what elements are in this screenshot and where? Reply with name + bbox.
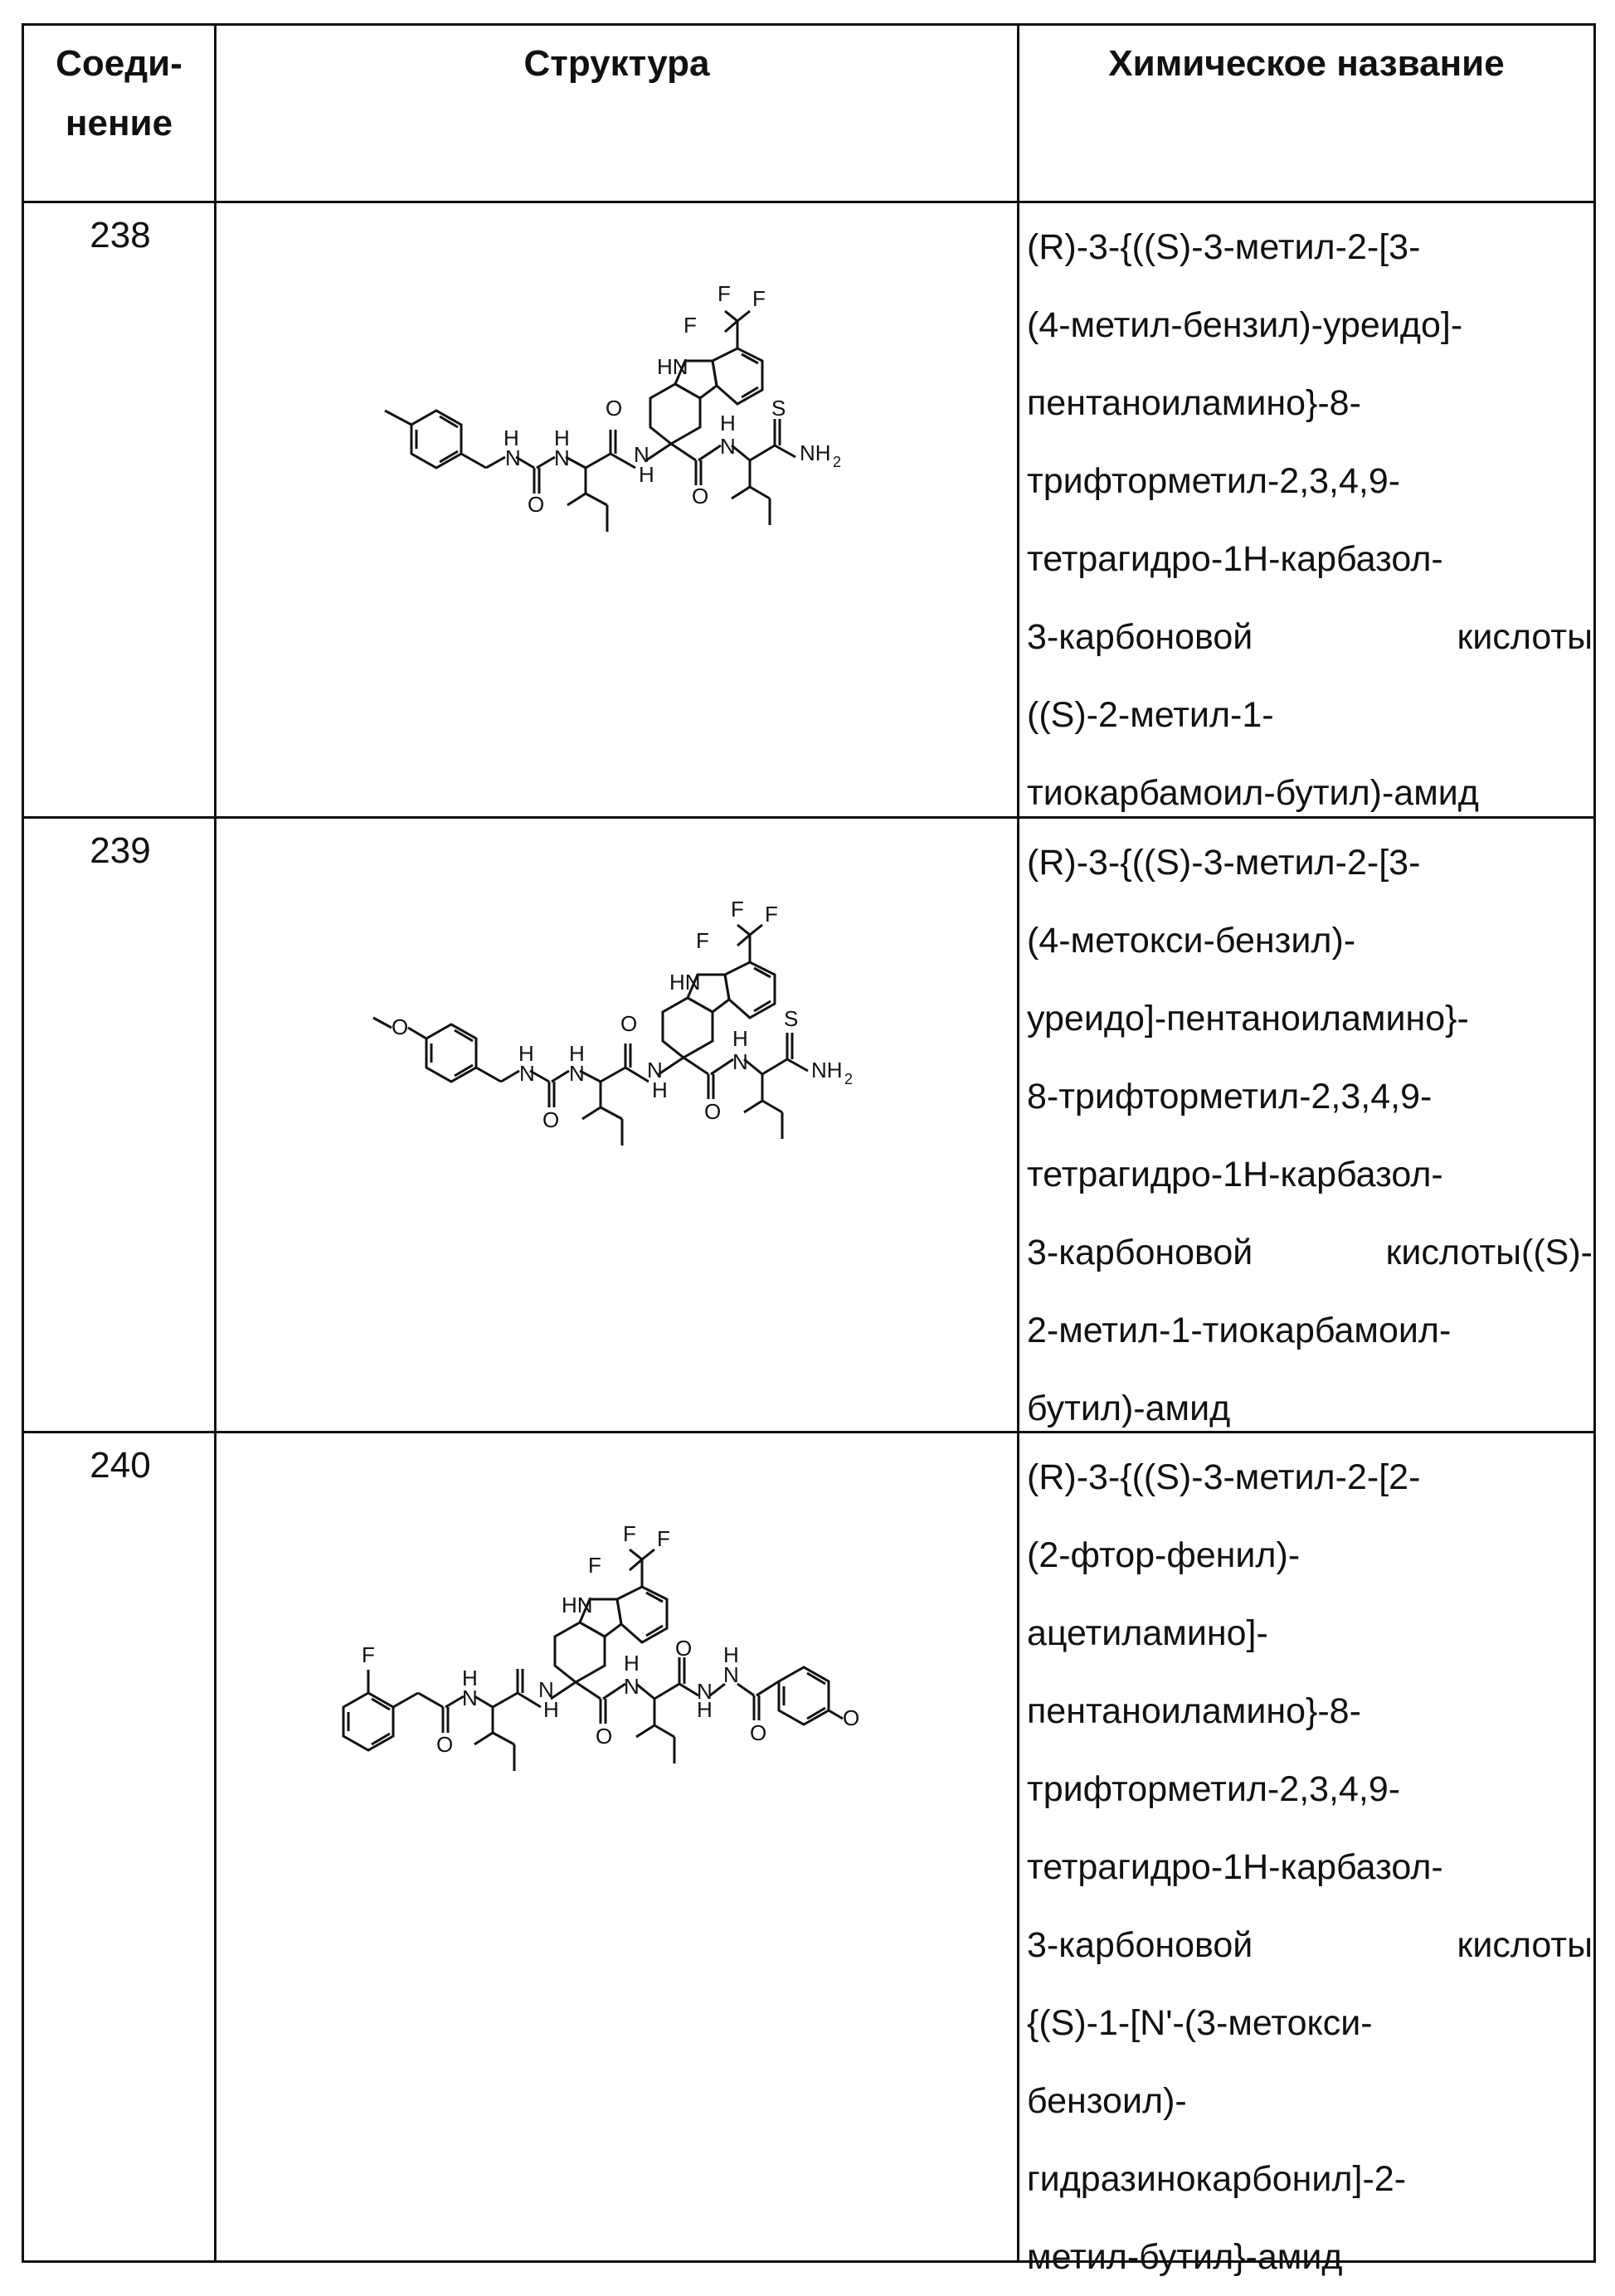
- svg-text:HN: HN: [669, 970, 701, 995]
- svg-text:N: N: [569, 1061, 585, 1086]
- header-compound-line2: нение: [65, 103, 173, 144]
- name-line: тетрагидро-1Н-карбазол-: [1027, 1847, 1443, 1887]
- name-line: (4-метил-бензил)-уреидо]-: [1027, 305, 1463, 345]
- svg-text:HN: HN: [657, 354, 688, 379]
- header-structure: Структура: [523, 43, 710, 84]
- name-line: (R)-3-{((S)-3-метил-2-[2-: [1027, 1457, 1421, 1497]
- name-line: пентаноиламино}-8-: [1027, 383, 1361, 423]
- svg-text:F: F: [696, 928, 709, 953]
- svg-text:N: N: [732, 1049, 748, 1074]
- name-line: бензоил)-: [1027, 2081, 1187, 2121]
- svg-text:S: S: [771, 396, 786, 421]
- name-line: трифторметил-2,3,4,9-: [1027, 1769, 1401, 1809]
- svg-text:F: F: [752, 286, 766, 311]
- chemical-name: [1022, 208, 1596, 832]
- name-line: (R)-3-{((S)-3-метил-2-[3-: [1027, 843, 1421, 883]
- name-line: тетрагидро-1Н-карбазол-: [1027, 539, 1443, 579]
- svg-text:H: H: [720, 411, 736, 435]
- name-line: гидразинокарбонил]-2-: [1027, 2159, 1407, 2199]
- svg-text:N: N: [462, 1686, 478, 1710]
- header-compound: [24, 34, 214, 153]
- column-divider: [214, 26, 216, 2260]
- compound-number: 238: [90, 215, 151, 255]
- name-line: {(S)-1-[N'-(3-метокси-: [1027, 2003, 1373, 2043]
- chemical-structure-239-icon: [219, 819, 1019, 1431]
- svg-text:N: N: [647, 1058, 663, 1082]
- header-name: Химическое название: [1108, 43, 1505, 84]
- svg-text:O: O: [606, 396, 623, 421]
- svg-text:F: F: [588, 1553, 601, 1578]
- svg-text:H: H: [624, 1651, 640, 1676]
- svg-text:H: H: [503, 426, 519, 450]
- name-line: трифторметил-2,3,4,9-: [1027, 461, 1401, 501]
- name-line: ((S)-2-метил-1-: [1027, 695, 1274, 735]
- svg-text:H: H: [462, 1666, 478, 1690]
- svg-text:2: 2: [844, 1071, 854, 1087]
- svg-text:H: H: [639, 462, 654, 487]
- name-line: тетрагидро-1Н-карбазол-: [1027, 1155, 1443, 1194]
- svg-text:S: S: [784, 1006, 799, 1031]
- svg-text:O: O: [704, 1099, 722, 1124]
- svg-text:O: O: [528, 492, 545, 517]
- name-line: тиокарбамоил-бутил)-амид: [1027, 773, 1479, 813]
- svg-text:N: N: [519, 1061, 535, 1086]
- svg-text:O: O: [620, 1011, 638, 1036]
- svg-text:O: O: [692, 484, 709, 508]
- svg-text:N: N: [697, 1679, 713, 1704]
- name-line: метил-бутил}-амид: [1027, 2237, 1343, 2277]
- svg-text:H: H: [554, 426, 570, 450]
- svg-text:N: N: [554, 445, 570, 470]
- svg-text:O: O: [436, 1732, 454, 1757]
- name-line: уреидо]-пентаноиламино}-: [1027, 999, 1469, 1039]
- svg-text:N: N: [634, 442, 649, 467]
- svg-text:H: H: [723, 1642, 739, 1667]
- svg-text:O: O: [750, 1720, 767, 1745]
- chemical-name: [1022, 1438, 1596, 2296]
- chemical-name: [1022, 824, 1596, 1447]
- svg-text:N: N: [505, 445, 521, 470]
- name-line: 3-карбоновой кислоты((S)-: [1027, 1233, 1593, 1272]
- svg-text:O: O: [843, 1705, 860, 1730]
- svg-text:H: H: [518, 1041, 534, 1066]
- svg-text:F: F: [683, 313, 697, 338]
- svg-text:NH: NH: [811, 1058, 843, 1082]
- svg-text:O: O: [392, 1014, 409, 1039]
- compound-number: 239: [90, 830, 151, 871]
- svg-text:2: 2: [833, 454, 842, 470]
- svg-text:H: H: [543, 1697, 559, 1722]
- svg-text:H: H: [569, 1041, 585, 1066]
- name-line: (R)-3-{((S)-3-метил-2-[3-: [1027, 227, 1421, 267]
- svg-text:N: N: [723, 1662, 739, 1687]
- svg-text:F: F: [623, 1521, 636, 1546]
- svg-text:H: H: [732, 1026, 748, 1051]
- name-line: пентаноиламино}-8-: [1027, 1691, 1361, 1731]
- svg-text:H: H: [652, 1077, 668, 1102]
- name-line: 8-трифторметил-2,3,4,9-: [1027, 1077, 1433, 1116]
- chemical-structure-240-icon: [219, 1433, 1019, 2263]
- compound-table: [22, 23, 1596, 2277]
- name-line: ацетиламино]-: [1027, 1613, 1268, 1653]
- svg-text:N: N: [720, 434, 736, 459]
- compound-number: 240: [90, 1445, 151, 1486]
- name-line: бутил)-амид: [1027, 1389, 1231, 1428]
- name-line: 2-метил-1-тиокарбамоил-: [1027, 1311, 1452, 1350]
- svg-text:F: F: [657, 1526, 670, 1551]
- svg-text:HN: HN: [562, 1593, 593, 1617]
- name-line: 3-карбоновой кислоты: [1027, 617, 1593, 657]
- svg-text:O: O: [675, 1636, 693, 1661]
- svg-text:F: F: [362, 1642, 375, 1667]
- svg-text:O: O: [596, 1724, 613, 1749]
- svg-text:N: N: [538, 1677, 554, 1702]
- svg-text:F: F: [765, 902, 778, 927]
- svg-text:O: O: [542, 1107, 560, 1132]
- name-line: (2-фтор-фенил)-: [1027, 1535, 1301, 1575]
- svg-text:NH: NH: [800, 440, 831, 465]
- svg-text:H: H: [697, 1697, 713, 1722]
- name-line: (4-метокси-бензил)-: [1027, 921, 1356, 961]
- chemical-structure-238-icon: [219, 203, 1019, 816]
- name-line: 3-карбоновой кислоты: [1027, 1925, 1593, 1965]
- svg-text:F: F: [718, 281, 731, 306]
- svg-text:N: N: [624, 1674, 640, 1699]
- header-compound-line1: Соеди-: [56, 43, 182, 84]
- svg-text:F: F: [731, 897, 744, 922]
